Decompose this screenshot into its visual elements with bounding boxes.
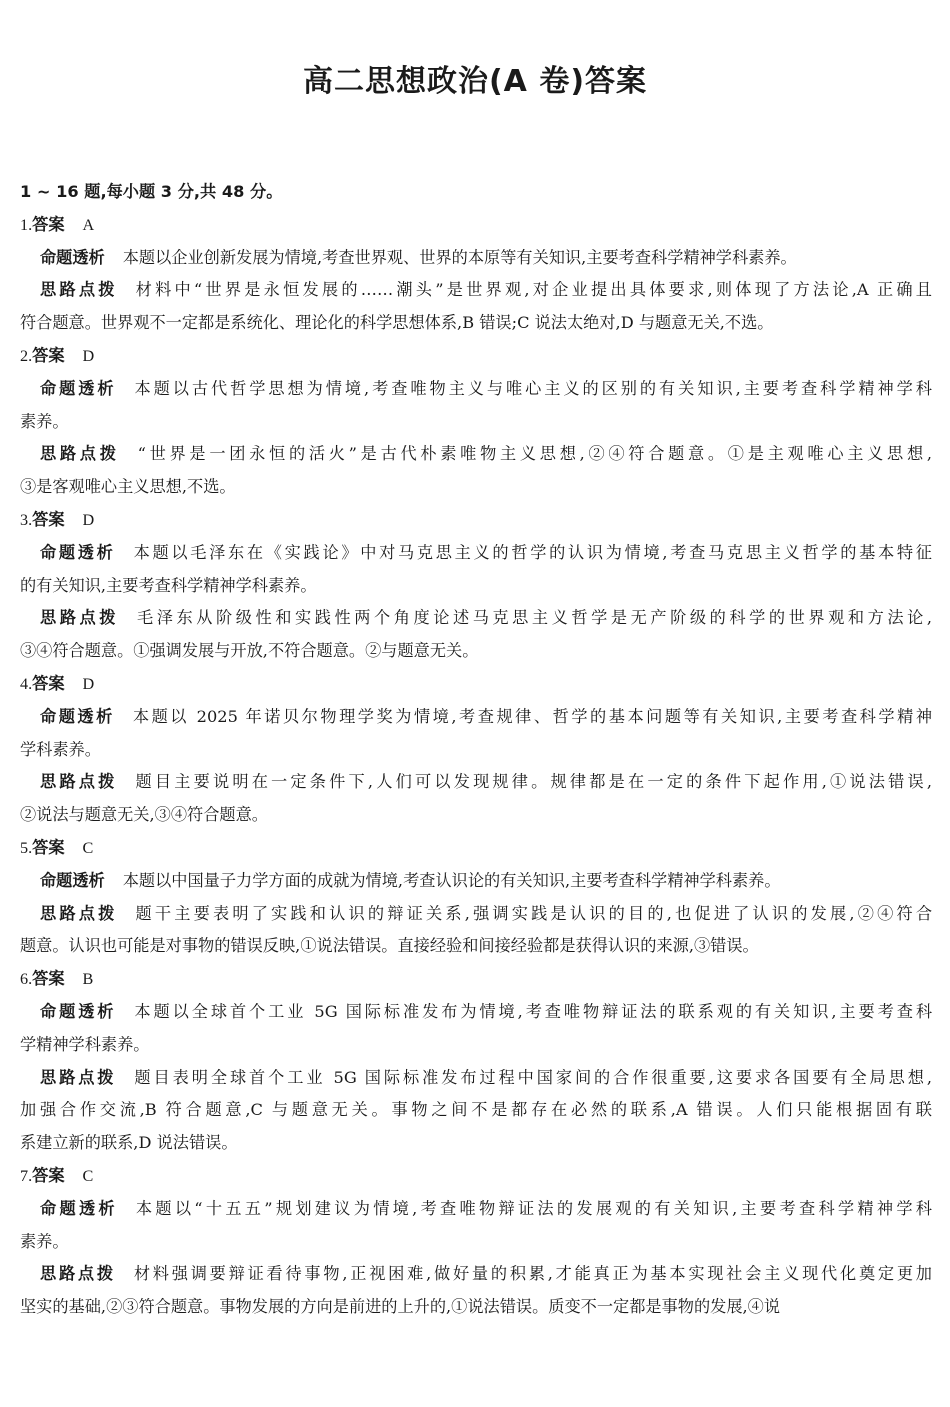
analysis-paragraph-text: 学科素养。 <box>20 739 101 759</box>
page-title: 高二思想政治(A 卷)答案 <box>302 64 648 99</box>
hint-label: 思路点拨 <box>40 280 118 300</box>
answer-label: 答案 <box>32 1165 65 1185</box>
analysis-paragraph-text: 素养。 <box>20 411 69 431</box>
hint-label: 思路点拨 <box>40 444 120 464</box>
hint-paragraph-line <box>20 1291 932 1324</box>
question-block <box>20 832 932 963</box>
hint-paragraph-line <box>20 1127 932 1160</box>
hint-paragraph-line <box>20 635 932 668</box>
analysis-paragraph-line <box>20 406 932 439</box>
hint-paragraph-text: ③④符合题意。①强调发展与开放,不符合题意。②与题意无关。 <box>20 641 479 661</box>
hint-paragraph-text: 题干主要表明了实践和认识的辩证关系,强调实践是认识的目的,也促进了认识的发展,②④符合 <box>135 903 932 923</box>
question-block <box>20 963 932 1160</box>
question-block <box>20 504 932 668</box>
answer-content <box>20 176 932 1324</box>
analysis-paragraph-line <box>20 996 932 1029</box>
hint-label: 思路点拨 <box>40 903 118 923</box>
answer-line <box>20 832 932 865</box>
question-number: 1. <box>20 215 33 234</box>
answer-label: 答案 <box>32 673 65 693</box>
answer-value: A <box>82 215 95 234</box>
hint-paragraph-text: 题目表明全球首个工业 5G 国际标准发布过程中国家间的合作很重要,这要求各国要有全局思想, <box>134 1067 932 1087</box>
answer-value: D <box>82 674 95 693</box>
question-block <box>20 209 932 340</box>
hint-paragraph-line <box>20 602 932 635</box>
answer-value: B <box>82 970 94 989</box>
analysis-label: 命题透析 <box>40 378 117 398</box>
answer-label: 答案 <box>32 345 65 365</box>
answer-line <box>20 1160 932 1193</box>
analysis-paragraph-line <box>20 570 932 603</box>
hint-paragraph-line <box>20 766 932 799</box>
hint-paragraph-text: 符合题意。世界观不一定都是系统化、理论化的科学思想体系,B 错误;C 说法太绝对,D 与题意无关,不选。 <box>20 313 774 333</box>
question-number: 5. <box>20 838 33 857</box>
answer-label: 答案 <box>32 969 65 989</box>
hint-label: 思路点拨 <box>40 1067 117 1087</box>
analysis-paragraph-line <box>20 242 932 275</box>
hint-paragraph-line <box>20 898 932 931</box>
analysis-paragraph-line <box>20 1193 932 1226</box>
answer-value: D <box>82 510 95 529</box>
analysis-paragraph-text: 素养。 <box>20 1231 69 1251</box>
hint-paragraph-text: 材料中“世界是永恒发展的……潮头”是世界观,对企业提出具体要求,则体现了方法论,A 正确且 <box>135 280 932 300</box>
analysis-paragraph-line <box>20 734 932 767</box>
hint-paragraph-line <box>20 799 932 832</box>
answer-label: 答案 <box>32 509 65 529</box>
analysis-paragraph-text: 本题以企业创新发展为情境,考查世界观、世界的本原等有关知识,主要考查科学精神学科素养。 <box>122 247 797 267</box>
hint-paragraph-line <box>20 1062 932 1095</box>
hint-paragraph-text: 题意。认识也可能是对事物的错误反映,①说法错误。直接经验和间接经验都是获得认识的来源,③错误。 <box>20 936 759 956</box>
answer-line <box>20 504 932 537</box>
analysis-paragraph-text: 的有关知识,主要考查科学精神学科素养。 <box>20 575 317 595</box>
question-number: 3. <box>20 510 33 529</box>
answer-line <box>20 209 932 242</box>
hint-paragraph-text: “世界是一团永恒的活火”是古代朴素唯物主义思想,②④符合题意。①是主观唯心主义思想, <box>137 444 932 464</box>
question-number: 2. <box>20 346 33 365</box>
answer-value: C <box>82 1166 94 1185</box>
question-number: 7. <box>20 1166 33 1185</box>
question-number: 4. <box>20 674 33 693</box>
question-list <box>20 209 932 1324</box>
answer-label: 答案 <box>32 214 65 234</box>
analysis-label: 命题透析 <box>40 870 105 890</box>
question-block <box>20 668 932 832</box>
analysis-label: 命题透析 <box>40 706 115 726</box>
question-number: 6. <box>20 970 33 989</box>
analysis-label: 命题透析 <box>40 1198 118 1218</box>
answer-label: 答案 <box>32 837 65 857</box>
analysis-paragraph-text: 本题以“十五五”规划建议为情境,考查唯物辩证法的发展观的有关知识,主要考查科学精神学科 <box>135 1198 932 1218</box>
hint-paragraph-text: ②说法与题意无关,③④符合题意。 <box>20 805 268 825</box>
analysis-paragraph-line <box>20 1226 932 1259</box>
hint-paragraph-line <box>20 274 932 307</box>
hint-label: 思路点拨 <box>40 1264 116 1284</box>
analysis-paragraph-text: 本题以中国量子力学方面的成就为情境,考查认识论的有关知识,主要考查科学精神学科素养。 <box>122 870 781 890</box>
hint-paragraph-line <box>20 930 932 963</box>
analysis-label: 命题透析 <box>40 247 105 267</box>
hint-paragraph-line <box>20 471 932 504</box>
hint-paragraph-text: 材料强调要辩证看待事物,正视困难,做好量的积累,才能真正为基本实现社会主义现代化奠定更加 <box>133 1264 932 1284</box>
hint-paragraph-line <box>20 1094 932 1127</box>
analysis-paragraph-line <box>20 865 932 898</box>
hint-paragraph-line <box>20 307 932 340</box>
analysis-label: 命题透析 <box>40 1001 117 1021</box>
hint-paragraph-line <box>20 438 932 471</box>
analysis-paragraph-text: 本题以 2025 年诺贝尔物理学奖为情境,考查规律、哲学的基本问题等有关知识,主要考查科学精神 <box>132 706 932 726</box>
question-block <box>20 340 932 504</box>
hint-label: 思路点拨 <box>40 608 119 628</box>
analysis-paragraph-text: 本题以古代哲学思想为情境,考查唯物主义与唯心主义的区别的有关知识,主要考查科学精神学科 <box>134 378 932 398</box>
hint-label: 思路点拨 <box>40 772 118 792</box>
analysis-paragraph-line <box>20 373 932 406</box>
hint-paragraph-text: 毛泽东从阶级性和实践性两个角度论述马克思主义哲学是无产阶级的科学的世界观和方法论, <box>137 608 932 628</box>
hint-paragraph-text: 题目主要说明在一定条件下,人们可以发现规律。规律都是在一定的条件下起作用,①说法错误, <box>135 772 932 792</box>
question-block <box>20 1160 932 1324</box>
answer-line <box>20 340 932 373</box>
analysis-label: 命题透析 <box>40 542 116 562</box>
analysis-paragraph-text: 学精神学科素养。 <box>20 1034 150 1054</box>
answer-line <box>20 668 932 701</box>
section-intro: 1 ~ 16 题,每小题 3 分,共 48 分。 <box>20 182 283 201</box>
answer-line <box>20 963 932 996</box>
hint-paragraph-text: 加强合作交流,B 符合题意,C 与题意无关。事物之间不是都存在必然的联系,A 错误。人们只能根据固有联 <box>20 1100 932 1120</box>
analysis-paragraph-line <box>20 1029 932 1062</box>
analysis-paragraph-line <box>20 701 932 734</box>
hint-paragraph-text: 系建立新的联系,D 说法错误。 <box>20 1133 238 1153</box>
analysis-paragraph-line <box>20 537 932 570</box>
hint-paragraph-text: ③是客观唯心主义思想,不选。 <box>20 477 236 497</box>
hint-paragraph-text: 坚实的基础,②③符合题意。事物发展的方向是前进的上升的,①说法错误。质变不一定都是事物的发展,④说 <box>20 1297 781 1317</box>
answer-value: D <box>82 346 95 365</box>
hint-paragraph-line <box>20 1258 932 1291</box>
analysis-paragraph-text: 本题以全球首个工业 5G 国际标准发布为情境,考查唯物辩证法的联系观的有关知识,主要考查科 <box>134 1001 932 1021</box>
analysis-paragraph-text: 本题以毛泽东在《实践论》中对马克思主义的哲学的认识为情境,考查马克思主义哲学的基本特征 <box>133 542 932 562</box>
answer-value: C <box>82 838 94 857</box>
